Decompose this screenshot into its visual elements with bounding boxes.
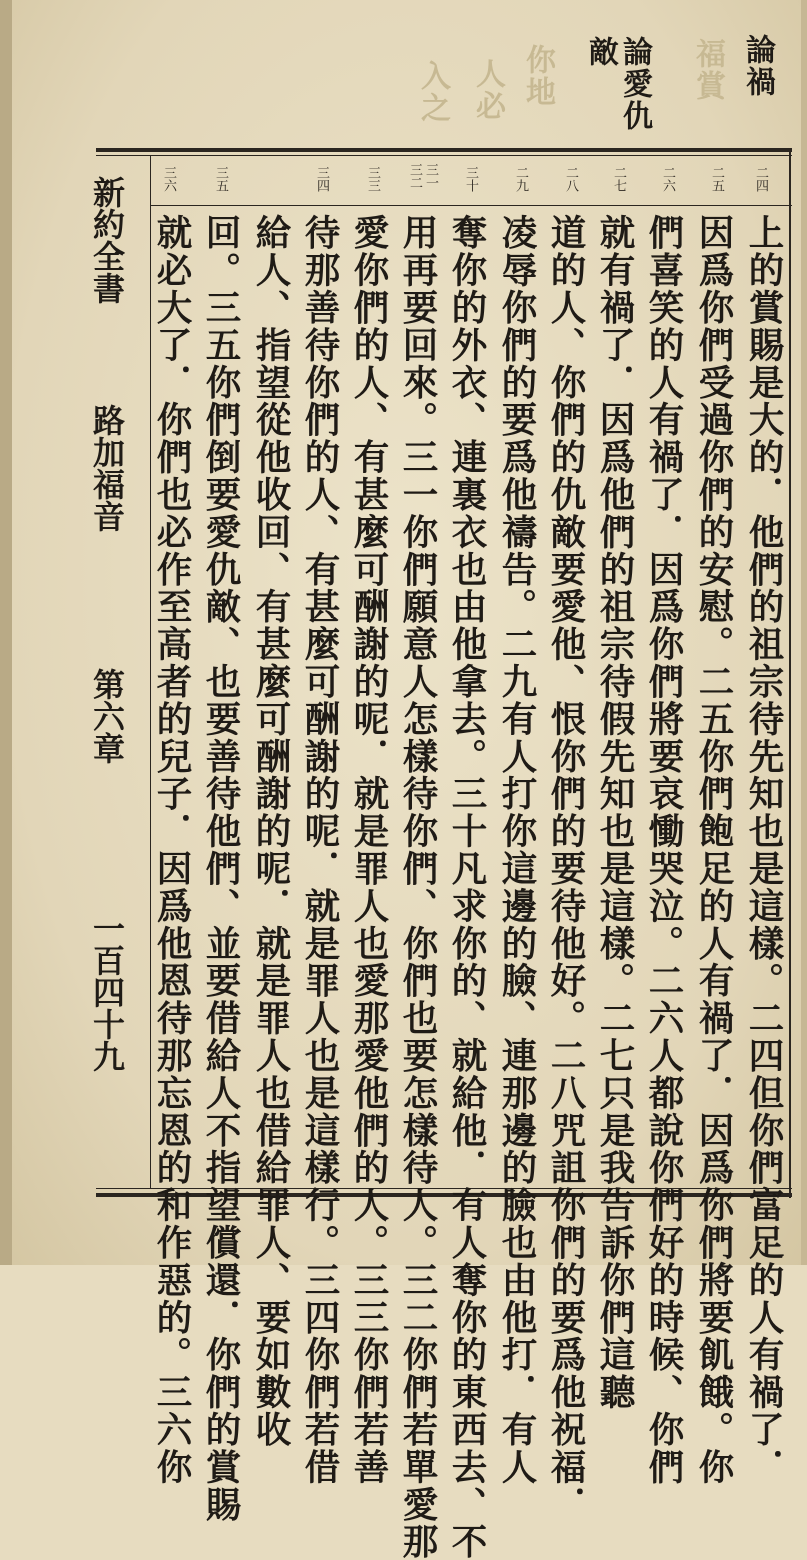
text-column: 給人、指望從他收回、有甚麼可酬謝的呢．就是罪人也借給罪人、要如數收 [250, 214, 291, 1449]
verse-number: 二八 [563, 166, 578, 192]
top-rule-thick [96, 148, 792, 152]
running-head-love-enemies: 論愛仇 [617, 36, 652, 132]
text-column: 就有禍了．因爲他們的祖宗待假先知也是這樣。二七只是我告訴你們這聽 [594, 214, 635, 1411]
verse-number-rule [150, 205, 792, 206]
binding-edge [0, 0, 12, 1265]
show-through-text: 福賞 [690, 38, 725, 102]
verse-number: 二五 [709, 166, 724, 192]
top-rule-thin [96, 155, 792, 156]
text-column: 奪你的外衣、連裏衣也由他拿去。三十凡求你的、就給他．有人奪你的東西去、不 [446, 214, 487, 1560]
show-through-text: 入之 [415, 60, 450, 124]
verse-number: 二七 [611, 166, 626, 192]
verse-number: 二九 [513, 166, 528, 192]
text-column: 們喜笑的人有禍了．因爲你們將要哀慟哭泣。二六人都說你們好的時候、你們 [643, 214, 684, 1486]
page-edge [801, 0, 807, 1265]
verse-number: 二四 [753, 166, 768, 192]
right-rule [789, 148, 791, 1198]
text-column: 道的人、你們的仇敵要愛他、恨你們的要待他好。二八咒詛你們的要爲他祝福． [545, 214, 586, 1523]
verse-number: 三四 [314, 166, 329, 192]
margin-gospel-title: 路加福音 [88, 404, 126, 532]
text-column: 待那善待你們的人、有甚麼可酬謝的呢．就是罪人也是這樣行。三四你們若借 [299, 214, 340, 1486]
page-number: 一百四十九 [88, 912, 126, 1072]
text-column: 凌辱你們的要爲他禱告。二九有人打你這邊的臉、連那邊的臉也由他打．有人 [496, 214, 537, 1486]
text-column: 因爲你們受過你們的安慰。二五你們飽足的人有禍了．因爲你們將要飢餓。你 [693, 214, 734, 1486]
show-through-text: 你地 [520, 44, 555, 108]
margin-chapter: 第六章 [88, 668, 126, 764]
text-column: 用再要回來。三一你們願意人怎樣待你們、你們也要怎樣待人。三二你們若單愛那 [397, 214, 438, 1560]
verse-number: 三一 三二 [407, 163, 438, 189]
verse-number: 三三 [365, 166, 380, 192]
margin-book-title: 新約全書 [88, 176, 126, 304]
verse-number: 三六 [161, 166, 176, 192]
show-through-text: 人必 [470, 58, 505, 122]
running-head-woes: 論禍 [740, 34, 775, 98]
text-column: 就必大了．你們也必作至高者的兒子．因爲他恩待那忘恩的和作惡的。三六你 [151, 214, 192, 1486]
text-column: 上的賞賜是大的．他們的祖宗待先知也是這樣。二四但你們富足的人有禍了． [743, 214, 784, 1486]
text-column: 回。三五你們倒要愛仇敵、也要善待他們、並要借給人不指望償還．你們的賞賜 [200, 214, 241, 1523]
verse-number: 三五 [213, 166, 228, 192]
verse-number: 二六 [660, 166, 675, 192]
verse-number: 三十 [463, 166, 478, 192]
text-column: 愛你們的人、有甚麼可酬謝的呢．就是罪人也愛那愛他們的人。三三你們若善 [348, 214, 389, 1486]
running-head-love-enemies-cont: 敵 [583, 36, 618, 68]
